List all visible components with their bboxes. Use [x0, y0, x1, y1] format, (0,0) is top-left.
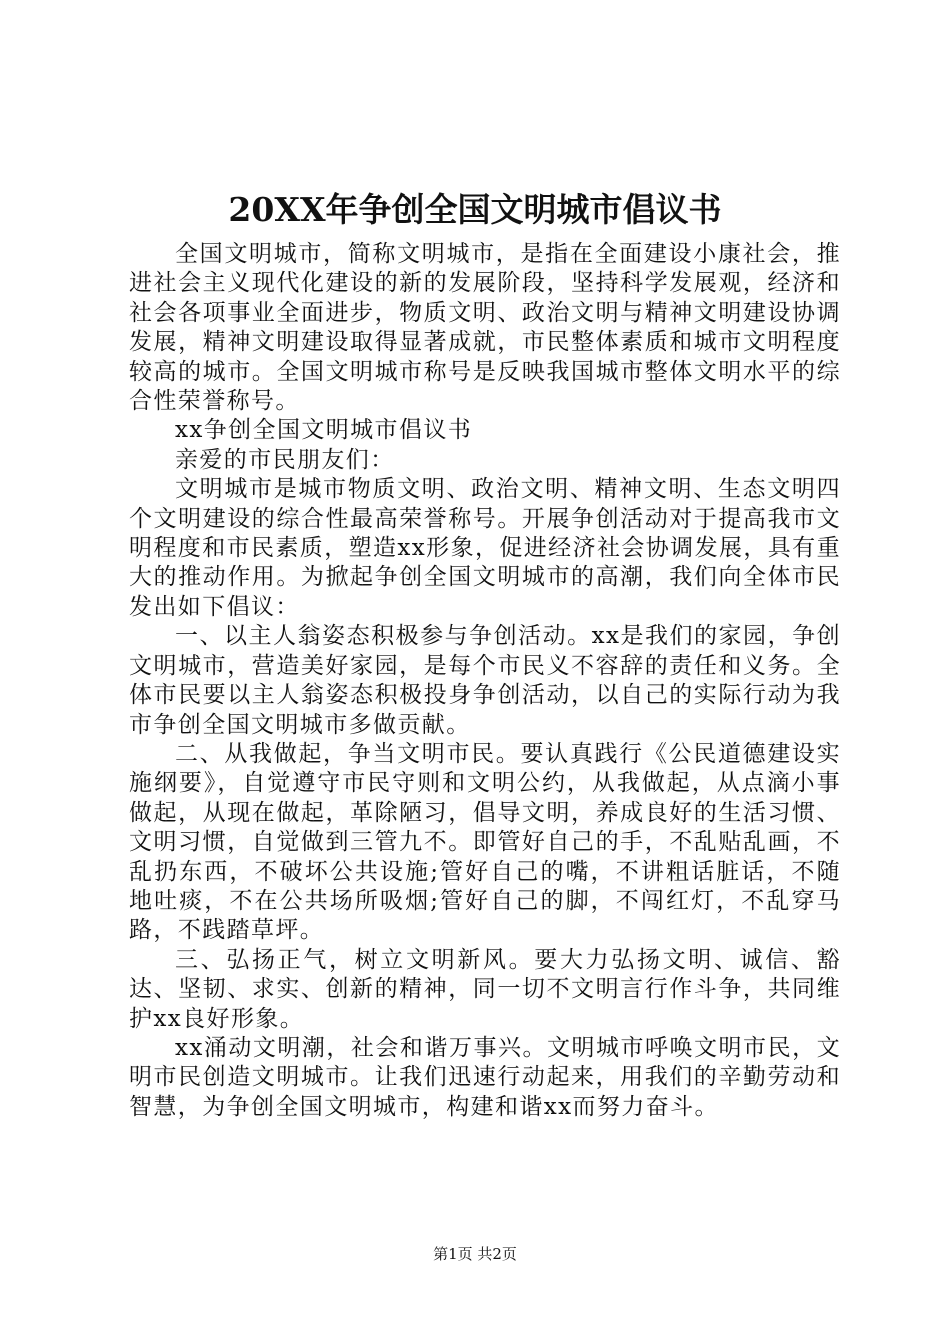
- paragraph-subtitle: xx争创全国文明城市倡议书: [175, 417, 473, 444]
- paragraph-intro: 全国文明城市，简称文明城市，是指在全面建设小康社会，推进社会主义现代化建设的新的发展阶段，坚持科学发展观，经济和社会各项事业全面进步，物质文明、政治文明与精神文明建设协调发展，精神文明建设取得显著成就，市民整体素质和城市文明程度较高的城市。全国文明城市称号是反映我国城市整体文明水平的综合性荣誉称号。: [129, 241, 841, 415]
- document-body: [129, 240, 841, 1122]
- document-title: 20XX年争创全国文明城市倡议书: [228, 190, 722, 229]
- page-number-footer: 第1页 共2页: [433, 1245, 517, 1263]
- paragraph-proposal-3: 三、弘扬正气，树立文明新风。要大力弘扬文明、诚信、豁达、坚韧、求实、创新的精神，同一切不文明言行作斗争，共同维护xx良好形象。: [129, 946, 841, 1032]
- paragraph-proposal-2: 二、从我做起，争当文明市民。要认真践行《公民道德建设实施纲要》，自觉遵守市民守则和文明公约，从我做起，从点滴小事做起，从现在做起，革除陋习，倡导文明，养成良好的生活习惯、文明习惯，自觉做到三管九不。即管好自己的手，不乱贴乱画，不乱扔东西，不破坏公共设施;管好自己的嘴，不讲粗话脏话，不随地吐痰，不在公共场所吸烟;管好自己的脚，不闯红灯，不乱穿马路，不践踏草坪。: [129, 740, 841, 944]
- paragraph-proposal-1: 一、以主人翁姿态积极参与争创活动。xx是我们的家园，争创文明城市，营造美好家园，是每个市民义不容辞的责任和义务。全体市民要以主人翁姿态积极投身争创活动，以自己的实际行动为我市争创全国文明城市多做贡献。: [129, 623, 841, 738]
- paragraph-preamble: 文明城市是城市物质文明、政治文明、精神文明、生态文明四个文明建设的综合性最高荣誉称号。开展争创活动对于提高我市文明程度和市民素质，塑造xx形象，促进经济社会协调发展，具有重大的推动作用。为掀起争创全国文明城市的高潮，我们向全体市民发出如下倡议：: [129, 476, 841, 620]
- paragraph-closing: xx涌动文明潮，社会和谐万事兴。文明城市呼唤文明市民，文明市民创造文明城市。让我们迅速行动起来，用我们的辛勤劳动和智慧，为争创全国文明城市，构建和谐xx而努力奋斗。: [129, 1034, 841, 1120]
- paragraph-salutation: 亲爱的市民朋友们：: [175, 446, 395, 473]
